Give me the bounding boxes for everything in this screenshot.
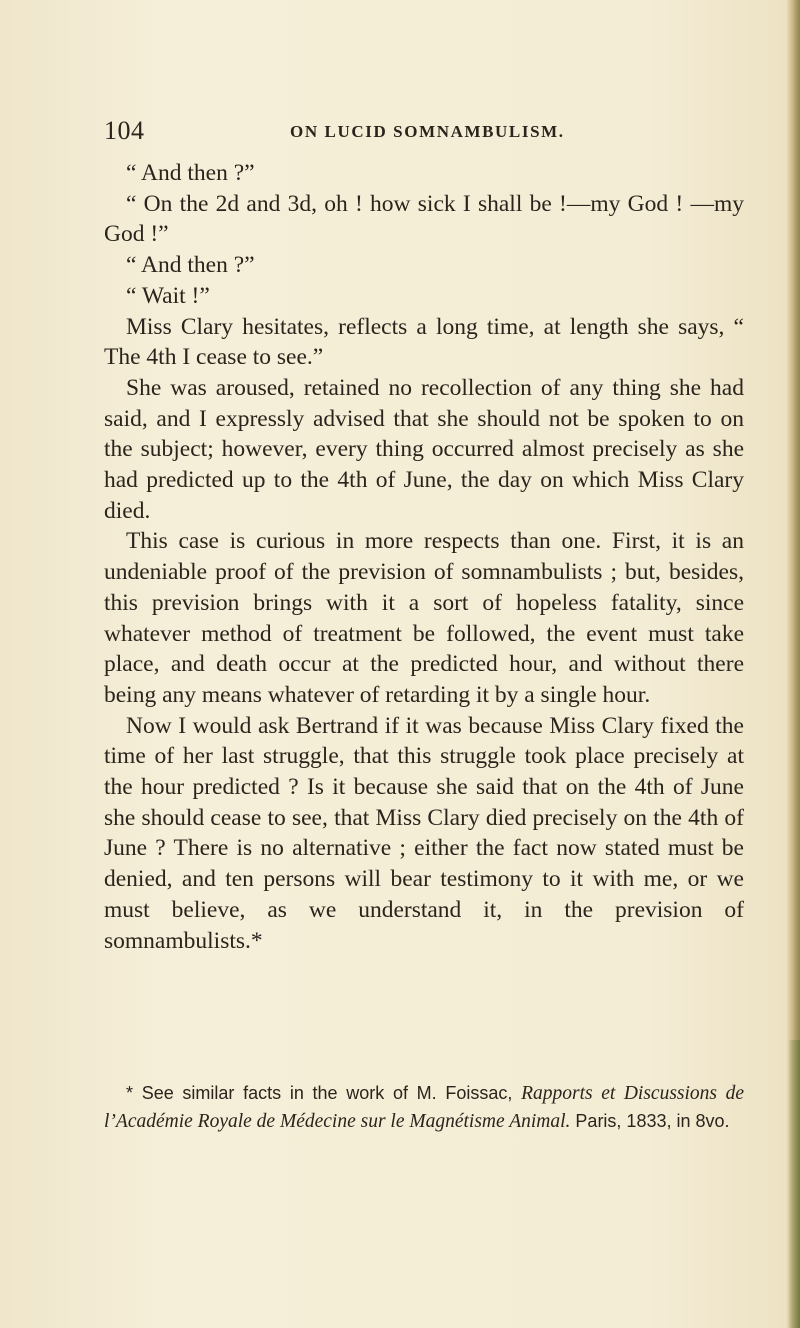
footnote-title: Rapports et Discussions de l’Académie Royale de Médecine sur le Magnétisme Animal. [104,1083,744,1132]
page-number: 104 [104,116,145,145]
footnote-tail: Paris, 1833, in 8vo. [575,1110,730,1131]
running-title: ON LUCID SOMNAMBULISM. [290,122,565,141]
paragraph: “ And then ?” [126,252,255,279]
footnote-lead: * See similar facts in the work of M. Foissac, [126,1083,513,1103]
footnote-paragraph [104,1080,744,1135]
paragraph: “ And then ?” [126,160,255,186]
footnote [104,1080,744,1135]
page-edge-stain [788,1040,800,1328]
paragraph: “ Wait !” [126,282,210,309]
page-header [100,116,750,146]
paragraph: This case is curious in more respects than one. First, it is an undeniable proof of the prevision of somnambulists ; but, besides, this prevision brings with it a sort of hopeless fatality, since whatever method of treatment be followed, the event must take place, and death occur at the predicted hour, and without there being any means whatever of retarding it by a single hour. [104,528,744,708]
paragraph: “ On the 2d and 3d, oh ! how sick I shall be !—my God ! —my God !” [104,190,744,248]
paragraph: Now I would ask Bertrand if it was because Miss Clary fixed the time of her last struggle, that this struggle took place precisely at the hour predicted ? Is it because she said that on the 4th of June she should cease to see, that Miss Clary died precisely on the 4th of June ? There is no alternative ; either the fact now stated must be denied, and ten persons will bear testimony to it with me, or we must believe, as we understand it, in the prevision of somnambulists.* [104,712,744,954]
paragraph: She was aroused, retained no recollection of any thing she had said, and I expressly advised that she should not be spoken to on the subject; however, every thing occurred almost precisely as she had predicted up to the 4th of June, the day on which Miss Clary died. [104,374,744,524]
body-text [104,158,744,956]
paragraph: Miss Clary hesitates, reflects a long time, at length she says, “ The 4th I cease to see.” [104,313,744,371]
